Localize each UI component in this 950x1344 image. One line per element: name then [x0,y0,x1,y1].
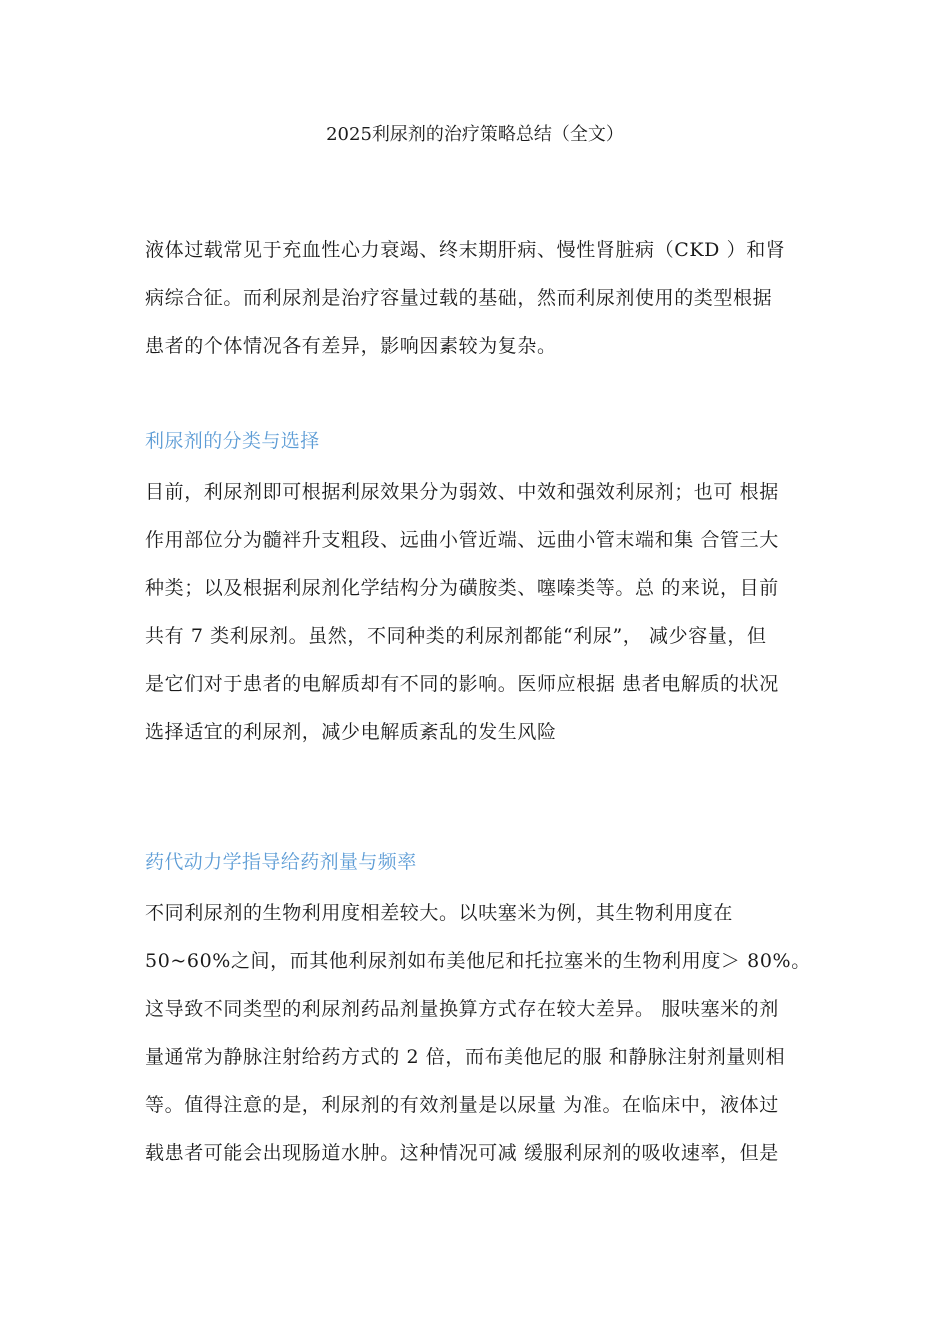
paragraph-line: 量通常为静脉注射给药方式的 2 倍，而布美他尼的服 和静脉注射剂量则相 [145,1046,786,1068]
paragraph-line: 是它们对于患者的电解质却有不同的影响。医师应根据 患者电解质的状况 [145,673,779,695]
section-heading-classification: 利尿剂的分类与选择 [145,430,320,452]
paragraph-line: 载患者可能会出现肠道水肿。这种情况可减 缓服利尿剂的吸收速率，但是 [145,1142,779,1164]
paragraph-line: 作用部位分为髓袢升支粗段、远曲小管近端、远曲小管末端和集 合管三大 [145,529,779,551]
paragraph-line: 病综合征。而利尿剂是治疗容量过载的基础，然而利尿剂使用的类型根据 [145,287,773,309]
document-title: 2025利尿剂的治疗策略总结（全文） [326,124,624,145]
paragraph-line: 等。值得注意的是，利尿剂的有效剂量是以尿量 为准。在临床中，液体过 [145,1094,779,1116]
section-paragraph-pharmacokinetics [145,889,845,1177]
paragraph-line: 这导致不同类型的利尿剂药品剂量换算方式存在较大差异。 服呋塞米的剂 [145,998,779,1020]
intro-paragraph [145,226,845,370]
paragraph-line: 不同利尿剂的生物利用度相差较大。以呋塞米为例，其生物利用度在 [145,902,734,924]
section-heading-pharmacokinetics: 药代动力学指导给药剂量与频率 [145,851,417,873]
paragraph-line: 种类；以及根据利尿剂化学结构分为磺胺类、噻嗪类等。总 的来说，目前 [145,577,779,599]
paragraph-line: 选择适宜的利尿剂，减少电解质紊乱的发生风险 [145,721,557,743]
paragraph-line: 液体过载常见于充血性心力衰竭、终末期肝病、慢性肾脏病（CKD ）和肾 [145,239,786,261]
paragraph-line: 共有 7 类利尿剂。虽然，不同种类的利尿剂都能“利尿”， 减少容量，但 [145,625,767,647]
paragraph-line: 患者的个体情况各有差异，影响因素较为复杂。 [145,335,557,357]
section-paragraph-classification [145,468,845,756]
paragraph-line: 50~60%之间，而其他利尿剂如布美他尼和托拉塞米的生物利用度＞ 80%。 [145,950,811,972]
paragraph-line: 目前，利尿剂即可根据利尿效果分为弱效、中效和强效利尿剂；也可 根据 [145,481,779,503]
